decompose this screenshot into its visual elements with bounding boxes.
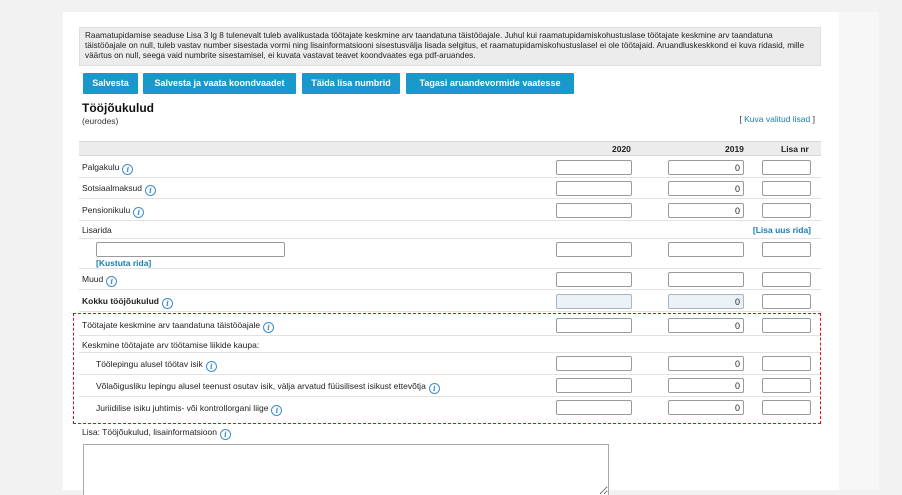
row-pensionikulu [79,199,821,221]
row-label: Juriidilise isiku juhtimis- või kontrollorgani liige [96,403,269,413]
palgakulu-2020-input[interactable] [556,160,632,175]
column-header-2019: 2019 [725,144,744,154]
row-sotsiaalmaksud [79,178,821,199]
section-title: Tööjõukulud [82,101,154,115]
row-label: Keskmine töötajate arv töötamise liikide kaupa: [82,340,260,350]
right-margin [839,12,879,490]
table-header [79,141,821,156]
row-label: Kokku tööjõukulud [82,296,159,306]
info-icon[interactable]: i [162,298,173,309]
palgakulu-2019-input[interactable] [668,160,744,175]
back-to-forms-button[interactable]: Tagasi aruandevormide vaatesse [406,73,574,94]
save-button[interactable]: Salvesta [83,73,138,94]
pensionikulu-2019-input[interactable] [668,203,744,218]
kokku-lisa-input[interactable] [762,294,811,309]
row-label: Sotsiaalmaksud [82,183,143,193]
info-icon[interactable]: i [133,207,144,218]
show-selected-link-wrap: [ Kuva valitud lisad ] [739,114,815,124]
fill-numbers-button[interactable]: Täida lisa numbrid [302,73,400,94]
sotsiaalmaksud-2019-input[interactable] [668,181,744,196]
delete-row-link[interactable]: [Kustuta rida] [96,258,152,268]
highlight-box [73,313,821,424]
info-icon[interactable]: i [429,383,440,394]
row-label: Töölepingu alusel töötav isik [96,359,203,369]
extra-info-label: Lisa: Tööjõukulud, lisainformatsioon [82,427,217,437]
save-and-view-button[interactable]: Salvesta ja vaata koondvaadet [143,73,296,94]
row-label: Muud [82,274,104,284]
pensionikulu-lisa-input[interactable] [762,203,811,218]
row-lisarida [79,239,821,269]
lisarida-2020-input[interactable] [556,242,632,257]
info-icon[interactable]: i [145,185,156,196]
kokku-2019-field [668,294,744,309]
section-subtitle: (eurodes) [82,116,119,126]
info-icon[interactable]: i [122,164,133,175]
info-icon[interactable]: i [263,322,274,333]
lisarida-lisa-input[interactable] [762,242,811,257]
sotsiaalmaksud-2020-input[interactable] [556,181,632,196]
show-selected-link[interactable]: Kuva valitud lisad [744,114,811,124]
info-icon[interactable]: i [106,276,117,287]
row-label: Pensionikulu [82,205,131,215]
row-palgakulu [79,157,821,178]
row-lisarida-header [79,221,821,239]
row-muud [79,269,821,290]
muud-2019-input[interactable] [668,272,744,287]
row-label: Töötajate keskmine arv taandatuna täistööajale [82,320,261,330]
sotsiaalmaksud-lisa-input[interactable] [762,181,811,196]
info-icon[interactable]: i [206,361,217,372]
notice-box: Raamatupidamise seaduse Lisa 3 lg 8 tulenevalt tuleb avalikustada töötajate keskmine arv taandatuna täistööajale. Juhul kui raamatupidamiskohustuslase töötajate keskmine arv taandatuna täistööajale on null, tuleb vastav number sisestada vormi ning lisainformatsiooni sisestusvälja lisada selgitus, et raamatupidamiskohustuslasel ei ole töötajaid. Aruandluskeskkond ei kuva ridasid, mille väärtus on null, seega vaid numbrite sisestamisel, ei kuvata vastavat teavet koondvaates ega pdf-aruandes. [79,27,821,66]
info-icon[interactable]: i [220,429,231,440]
extra-info-textarea[interactable] [83,444,609,495]
extra-row-name-input[interactable] [96,242,285,257]
lisarida-2019-input[interactable] [668,242,744,257]
palgakulu-lisa-input[interactable] [762,160,811,175]
row-kokku [79,290,821,312]
info-icon[interactable]: i [271,405,282,416]
kokku-2020-field [556,294,632,309]
muud-lisa-input[interactable] [762,272,811,287]
row-label: Võlaõigusliku lepingu alusel teenust osutav isik, välja arvatud füüsilisest isikust ettevõtja [96,381,426,391]
column-header-2020: 2020 [612,144,631,154]
add-row-link[interactable]: [Lisa uus rida] [752,225,811,235]
pensionikulu-2020-input[interactable] [556,203,632,218]
row-extra-info [79,424,821,442]
column-header-lisa-nr: Lisa nr [781,144,809,154]
row-label: Palgakulu [82,162,120,172]
muud-2020-input[interactable] [556,272,632,287]
row-label: Lisarida [82,225,112,235]
